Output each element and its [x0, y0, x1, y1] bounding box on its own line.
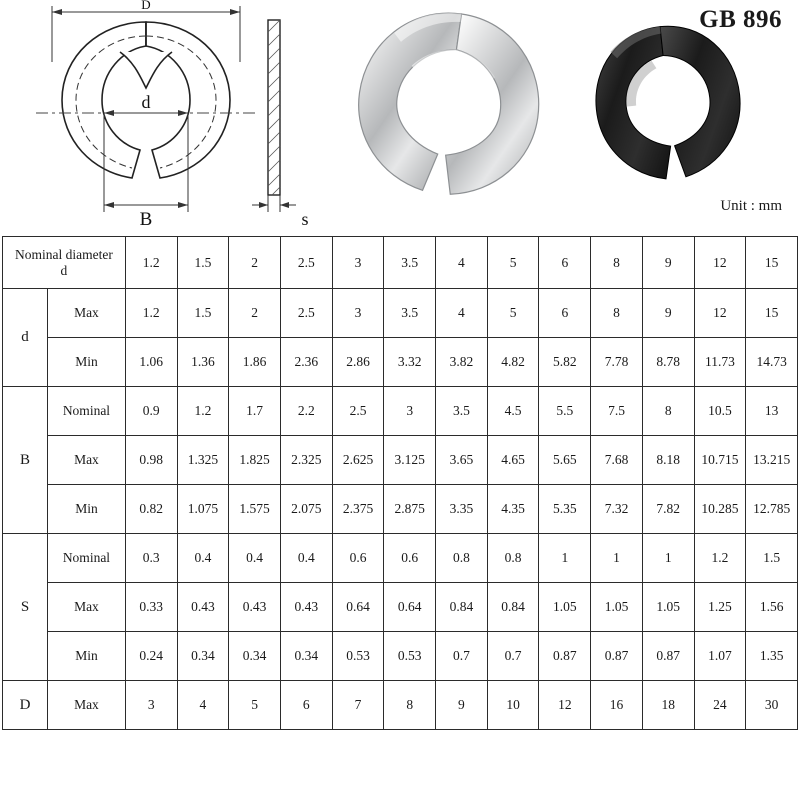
cell-value: 7.32	[591, 485, 643, 534]
cell-value: 0.6	[384, 534, 436, 583]
svg-text:D: D	[141, 0, 151, 12]
cell-value: 8	[591, 289, 643, 338]
cell-value: 12.785	[746, 485, 798, 534]
cell-value: 5	[229, 681, 281, 730]
cell-value: 3	[384, 387, 436, 436]
product-photo-stainless	[345, 8, 565, 198]
cell-value: 8.78	[642, 338, 694, 387]
cell-value: 7.5	[591, 387, 643, 436]
cell-value: 30	[746, 681, 798, 730]
cell-value: 1.5	[746, 534, 798, 583]
cell-value: 1.56	[746, 583, 798, 632]
sub-label: Nominal	[48, 387, 126, 436]
group-label-b: B	[3, 387, 48, 534]
table-row	[3, 289, 798, 338]
cell-value: 2.375	[332, 485, 384, 534]
cell-value: 2.36	[280, 338, 332, 387]
header-value: 2	[229, 237, 281, 289]
cell-value: 4.65	[487, 436, 539, 485]
cell-value: 0.64	[384, 583, 436, 632]
cell-value: 8	[384, 681, 436, 730]
cell-value: 3	[332, 289, 384, 338]
cell-value: 1.075	[177, 485, 229, 534]
cell-value: 0.84	[436, 583, 488, 632]
cell-value: 4	[436, 289, 488, 338]
cell-value: 0.4	[229, 534, 281, 583]
group-label-d: d	[3, 289, 48, 387]
cell-value: 0.9	[125, 387, 177, 436]
cell-value: 1.5	[177, 289, 229, 338]
table-row	[3, 534, 798, 583]
cell-value: 1.05	[642, 583, 694, 632]
cell-value: 1.25	[694, 583, 746, 632]
cell-value: 1.2	[125, 289, 177, 338]
cell-value: 1.05	[591, 583, 643, 632]
cell-value: 8.18	[642, 436, 694, 485]
cell-value: 3.82	[436, 338, 488, 387]
cell-value: 0.53	[384, 632, 436, 681]
cell-value: 3.35	[436, 485, 488, 534]
sub-label: Nominal	[48, 534, 126, 583]
header-value: 1.2	[125, 237, 177, 289]
header-value: 3	[332, 237, 384, 289]
sub-label: Min	[48, 632, 126, 681]
cell-value: 14.73	[746, 338, 798, 387]
cell-value: 0.53	[332, 632, 384, 681]
cell-value: 0.84	[487, 583, 539, 632]
cell-value: 1.7	[229, 387, 281, 436]
group-label-s: S	[3, 534, 48, 681]
cell-value: 1.575	[229, 485, 281, 534]
table-row	[3, 485, 798, 534]
cell-value: 10.5	[694, 387, 746, 436]
cell-value: 6	[539, 289, 591, 338]
table-row	[3, 387, 798, 436]
cell-value: 13.215	[746, 436, 798, 485]
cell-value: 4.5	[487, 387, 539, 436]
header-value: 9	[642, 237, 694, 289]
cell-value: 1.2	[177, 387, 229, 436]
cell-value: 2.075	[280, 485, 332, 534]
cell-value: 10	[487, 681, 539, 730]
cell-value: 5.5	[539, 387, 591, 436]
cell-value: 2	[229, 289, 281, 338]
cell-value: 10.285	[694, 485, 746, 534]
cell-value: 1.07	[694, 632, 746, 681]
illustration-area	[0, 0, 800, 236]
cell-value: 0.8	[487, 534, 539, 583]
cell-value: 8	[642, 387, 694, 436]
cell-value: 0.34	[229, 632, 281, 681]
unit-label: Unit : mm	[720, 198, 782, 214]
cell-value: 2.875	[384, 485, 436, 534]
cell-value: 1	[591, 534, 643, 583]
cell-value: 0.43	[229, 583, 281, 632]
cell-value: 0.82	[125, 485, 177, 534]
cell-value: 13	[746, 387, 798, 436]
cell-value: 4	[177, 681, 229, 730]
table-body	[3, 237, 798, 730]
cell-value: 5.82	[539, 338, 591, 387]
cell-value: 7.68	[591, 436, 643, 485]
cell-value: 4.82	[487, 338, 539, 387]
cell-value: 1.05	[539, 583, 591, 632]
cell-value: 11.73	[694, 338, 746, 387]
standard-code: GB 896	[699, 6, 782, 33]
sub-label: Max	[48, 436, 126, 485]
cell-value: 1.325	[177, 436, 229, 485]
cell-value: 12	[539, 681, 591, 730]
cell-value: 0.87	[591, 632, 643, 681]
cell-value: 0.6	[332, 534, 384, 583]
cell-value: 5.65	[539, 436, 591, 485]
cell-value: 1.2	[694, 534, 746, 583]
header-nominal-line1: Nominal diameter	[15, 246, 113, 262]
table-row	[3, 436, 798, 485]
technical-drawing	[0, 0, 340, 232]
cell-value: 24	[694, 681, 746, 730]
cell-value: 0.64	[332, 583, 384, 632]
table-header-row	[3, 237, 798, 289]
cell-value: 3.5	[436, 387, 488, 436]
cell-value: 3.5	[384, 289, 436, 338]
cell-value: 2.5	[332, 387, 384, 436]
sub-label: Min	[48, 485, 126, 534]
header-nominal-line2: d	[60, 262, 68, 278]
cell-value: 3.125	[384, 436, 436, 485]
svg-text:B: B	[139, 209, 153, 230]
cell-value: 7.78	[591, 338, 643, 387]
cell-value: 0.7	[487, 632, 539, 681]
cell-value: 0.24	[125, 632, 177, 681]
cell-value: 3.65	[436, 436, 488, 485]
cell-value: 0.34	[177, 632, 229, 681]
sub-label: Max	[48, 289, 126, 338]
svg-text:s: s	[301, 209, 309, 229]
header-value: 1.5	[177, 237, 229, 289]
sub-label: Max	[48, 583, 126, 632]
cell-value: 0.33	[125, 583, 177, 632]
header-value: 8	[591, 237, 643, 289]
table-row	[3, 681, 798, 730]
cell-value: 1.06	[125, 338, 177, 387]
cell-value: 0.3	[125, 534, 177, 583]
specification-table	[2, 236, 798, 730]
cell-value: 18	[642, 681, 694, 730]
product-photo-black	[580, 20, 760, 185]
cell-value: 3	[125, 681, 177, 730]
cell-value: 3.32	[384, 338, 436, 387]
cell-value: 0.34	[280, 632, 332, 681]
cell-value: 0.8	[436, 534, 488, 583]
cell-value: 2.86	[332, 338, 384, 387]
cell-value: 12	[694, 289, 746, 338]
sub-label: Min	[48, 338, 126, 387]
header-value: 15	[746, 237, 798, 289]
cell-value: 1.86	[229, 338, 281, 387]
cell-value: 0.98	[125, 436, 177, 485]
cell-value: 0.43	[177, 583, 229, 632]
cell-value: 0.4	[177, 534, 229, 583]
cell-value: 4.35	[487, 485, 539, 534]
cell-value: 1.35	[746, 632, 798, 681]
table-row	[3, 583, 798, 632]
cell-value: 1	[642, 534, 694, 583]
cell-value: 0.87	[642, 632, 694, 681]
cell-value: 15	[746, 289, 798, 338]
cell-value: 2.625	[332, 436, 384, 485]
cell-value: 6	[280, 681, 332, 730]
cell-value: 7	[332, 681, 384, 730]
header-value: 6	[539, 237, 591, 289]
cell-value: 10.715	[694, 436, 746, 485]
header-value: 4	[436, 237, 488, 289]
cell-value: 2.2	[280, 387, 332, 436]
cell-value: 2.325	[280, 436, 332, 485]
cell-value: 0.7	[436, 632, 488, 681]
table-row	[3, 338, 798, 387]
cell-value: 1.36	[177, 338, 229, 387]
header-value: 3.5	[384, 237, 436, 289]
table-row	[3, 632, 798, 681]
cell-value: 0.87	[539, 632, 591, 681]
cell-value: 5	[487, 289, 539, 338]
sub-label: Max	[48, 681, 126, 730]
header-value: 12	[694, 237, 746, 289]
cell-value: 9	[642, 289, 694, 338]
cell-value: 0.43	[280, 583, 332, 632]
cell-value: 1.825	[229, 436, 281, 485]
cell-value: 2.5	[280, 289, 332, 338]
svg-text:d: d	[141, 92, 151, 112]
cell-value: 9	[436, 681, 488, 730]
header-cell-nominal-diameter	[3, 237, 126, 289]
group-label-d-outer: D	[3, 681, 48, 730]
cell-value: 0.4	[280, 534, 332, 583]
cell-value: 5.35	[539, 485, 591, 534]
cell-value: 1	[539, 534, 591, 583]
header-value: 2.5	[280, 237, 332, 289]
cell-value: 7.82	[642, 485, 694, 534]
header-value: 5	[487, 237, 539, 289]
cell-value: 16	[591, 681, 643, 730]
